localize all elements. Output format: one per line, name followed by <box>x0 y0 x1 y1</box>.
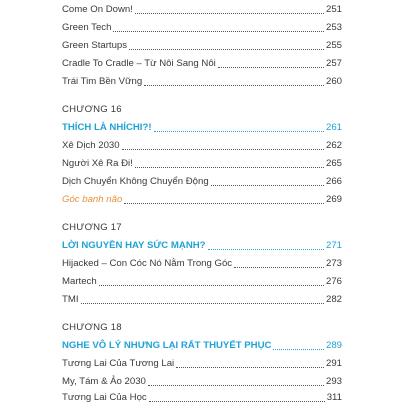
toc-entry-title: Dịch Chuyển Không Chuyển Động <box>62 176 209 187</box>
toc-entry-page: 282 <box>325 294 342 305</box>
toc-entry[interactable] <box>62 0 342 16</box>
toc-entry[interactable] <box>62 354 342 370</box>
chapter-heading[interactable] <box>62 336 342 352</box>
toc-entry-page: 255 <box>325 40 342 51</box>
chapter-heading-page: 261 <box>325 122 342 133</box>
toc-entry[interactable] <box>62 272 342 288</box>
toc-entry-page: 257 <box>325 58 342 69</box>
leader-dots <box>154 131 324 132</box>
toc-entry-title: Người Xê Ra Đi! <box>62 158 133 169</box>
toc-entry-title: Hijacked – Con Cóc Nó Nằm Trong Góc <box>62 258 233 269</box>
leader-dots <box>124 203 324 204</box>
toc-entry-title: Green Tech <box>62 22 112 33</box>
chapter-heading[interactable] <box>62 236 342 252</box>
leader-dots <box>99 285 324 286</box>
toc-entry[interactable] <box>62 372 342 388</box>
chapter-heading-page: 289 <box>325 340 342 351</box>
toc-entry-page: 291 <box>325 358 342 369</box>
toc-entry-page: 273 <box>325 258 342 269</box>
chapter-label: CHƯƠNG 17 <box>62 222 122 233</box>
toc-entry[interactable] <box>62 388 342 404</box>
chapter-heading-title: NGHE VÔ LÝ NHƯNG LẠI RẤT THUYẾT PHỤC <box>62 340 272 351</box>
toc-entry[interactable] <box>62 18 342 34</box>
leader-dots <box>149 401 325 402</box>
toc-entry-title: TMI <box>62 294 79 305</box>
leader-dots <box>273 349 324 350</box>
chapter-label: CHƯƠNG 18 <box>62 322 122 333</box>
toc-entry-page: 293 <box>325 376 342 387</box>
leader-dots <box>208 249 324 250</box>
leader-dots <box>211 185 324 186</box>
leader-dots <box>218 67 324 68</box>
toc-entry[interactable] <box>62 136 342 152</box>
chapter-label: CHƯƠNG 16 <box>62 104 122 115</box>
leader-dots <box>135 13 324 14</box>
chapter-heading-title: THÍCH LÀ NHÍCHI?! <box>62 122 152 133</box>
toc-entry-title: Martech <box>62 276 97 287</box>
leader-dots <box>234 267 324 268</box>
toc-entry-title: Tương Lai Của Học <box>62 392 147 403</box>
toc-entry-special[interactable] <box>62 190 342 206</box>
chapter-heading-title: LỜI NGUYỀN HAY SỨC MẠNH? <box>62 240 206 251</box>
toc-entry-title: Green Startups <box>62 40 128 51</box>
toc-entry-title: Trái Tim Bền Vững <box>62 76 143 87</box>
toc-entry[interactable] <box>62 72 342 88</box>
toc-entry[interactable] <box>62 254 342 270</box>
toc-entry-title: Come On Down! <box>62 4 133 15</box>
leader-dots <box>113 31 324 32</box>
chapter-heading[interactable] <box>62 118 342 134</box>
toc-entry[interactable] <box>62 290 342 306</box>
leader-dots <box>148 385 324 386</box>
toc-entry-page: 269 <box>325 194 342 205</box>
toc-entry-page: 262 <box>325 140 342 151</box>
toc-entry-title: My, Tám & Ảo 2030 <box>62 376 146 387</box>
toc-entry[interactable] <box>62 172 342 188</box>
toc-entry[interactable] <box>62 154 342 170</box>
toc-entry-title: Cradle To Cradle – Từ Nôi Sang Nôi <box>62 58 216 69</box>
leader-dots <box>144 85 324 86</box>
toc-entry-page: 260 <box>325 76 342 87</box>
leader-dots <box>122 149 324 150</box>
leader-dots <box>176 367 324 368</box>
leader-dots <box>129 49 324 50</box>
toc-entry-title: Tương Lai Của Tương Lai <box>62 358 175 369</box>
toc-entry[interactable] <box>62 36 342 52</box>
toc-entry-title: Góc banh não <box>62 194 123 205</box>
toc-entry-page: 266 <box>325 176 342 187</box>
toc-entry[interactable] <box>62 54 342 70</box>
toc-entry-page: 251 <box>325 4 342 15</box>
toc-entry-page: 253 <box>325 22 342 33</box>
toc-entry-page: 311 <box>326 392 342 403</box>
leader-dots <box>135 167 324 168</box>
leader-dots <box>81 303 324 304</box>
chapter-heading-page: 271 <box>325 240 342 251</box>
toc-entry-title: Xê Dịch 2030 <box>62 140 120 151</box>
toc-entry-page: 276 <box>325 276 342 287</box>
toc-entry-page: 265 <box>325 158 342 169</box>
